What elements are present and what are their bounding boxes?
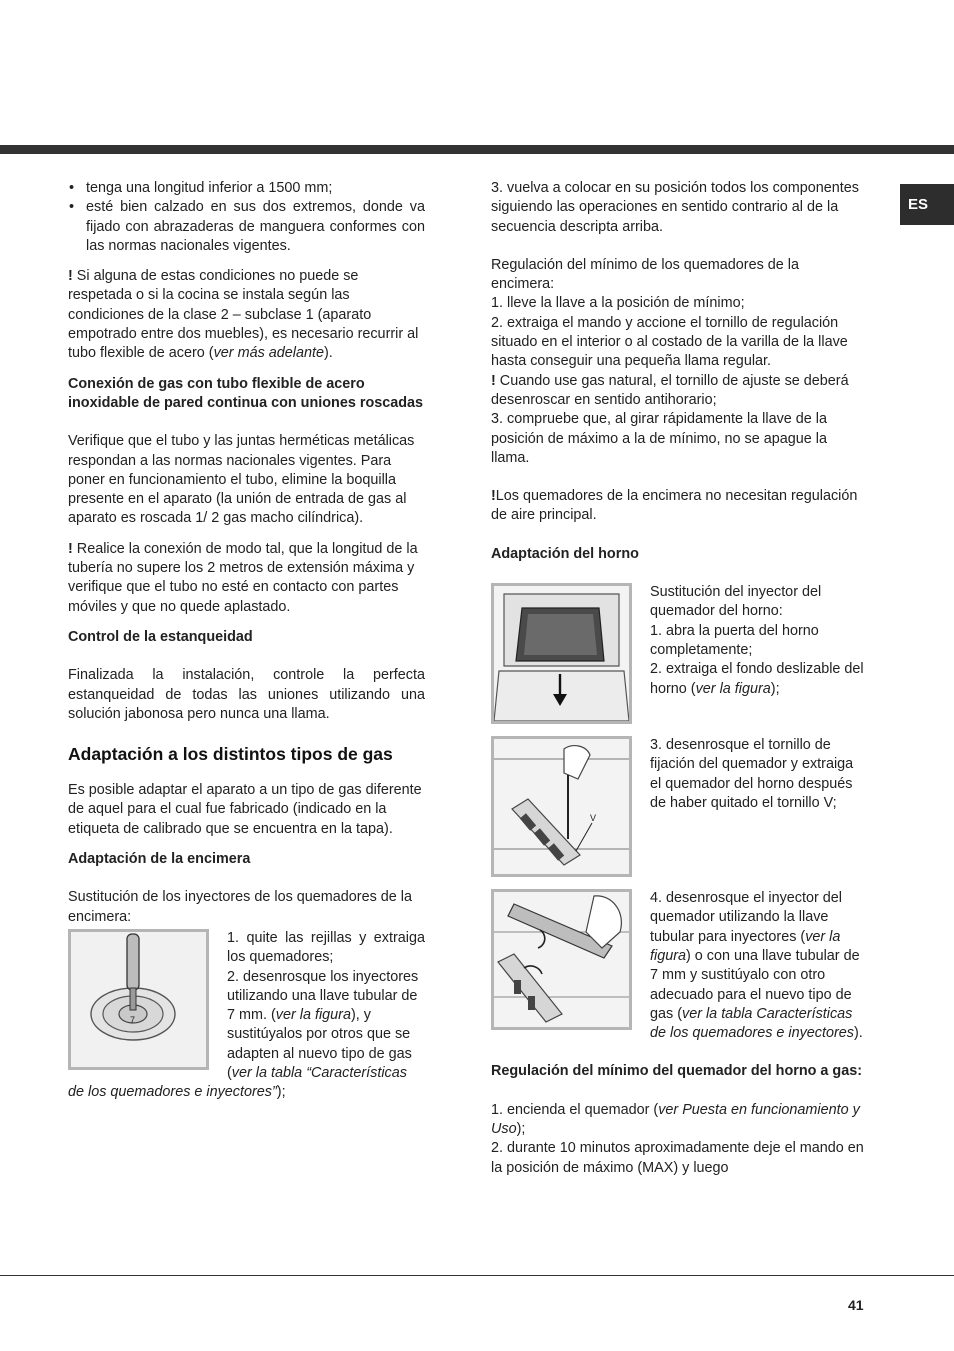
step-paragraph: 1. abra la puerta del horno completamente; (650, 622, 819, 658)
step-paragraph: 3. desenrosque el tornillo de fijación del quemador y extraiga el quemador del horno después de haber quitado el tornillo V; (650, 737, 854, 811)
paragraph: Es posible adaptar el aparato a un tipo de gas diferente de aquel para el cual fue fabricado (indicado en la etiqueta de calibrado que se encuentra en la tapa). (68, 782, 422, 837)
burner-screw-figure (491, 736, 632, 877)
oven-step-2 (491, 736, 866, 881)
cross-reference: ver Puesta en funcionamiento y Uso (491, 1101, 860, 1138)
paragraph: Sustitución del inyector del quemador del horno: (650, 584, 822, 620)
cross-reference: ver la figura (275, 1007, 351, 1024)
section-title: Adaptación a los distintos tipos de gas (68, 744, 393, 765)
step-paragraph: 4. desenrosque el inyector del quemador utilizando la llave tubular para inyectores (ver la figura) o con una llave tubular de 7 mm y sustitúyalo con otro adecuado para el nuevo tipo de gas (ver la tabla Características de los quemadores e inyectores). (650, 890, 863, 1042)
oven-step-3 (491, 889, 866, 1043)
step-paragraph: 2. durante 10 minutos aproximadamente deje el mando en la posición de máximo (MAX) y luego (491, 1140, 864, 1176)
burner-injector-figure (68, 929, 209, 1070)
warning-mark: ! (491, 488, 496, 505)
oven-step-1 (491, 583, 866, 728)
paragraph: Finalizada la instalación, controle la perfecta estanqueidad de todas las uniones utilizando una solución jabonosa pero nunca una llama. (68, 667, 425, 722)
injector-wrench-figure (491, 889, 632, 1030)
cross-reference: ver más adelante (213, 345, 324, 362)
tubular-wrench-illustration (494, 892, 629, 1027)
warning-mark: ! (68, 268, 73, 285)
oven-bottom-figure (491, 583, 632, 724)
step-paragraph: 2. extraiga el mando y accione el tornillo de regulación situado en el interior o al costado de la varilla de la llave hasta conseguir una pequeña llama regular. (491, 314, 848, 370)
list-item: • esté bien calzado en sus dos extremos, donde va fijado con abrazaderas de manguera conformes con las normas nacionales vigentes. (68, 198, 425, 256)
paragraph: Regulación del mínimo de los quemadores de la encimera: (491, 256, 799, 293)
right-column (491, 179, 866, 1178)
nozzle-size-label: 7 (130, 1014, 136, 1025)
warning-paragraph: !Los quemadores de la encimera no necesitan regulación de aire principal. (491, 488, 858, 524)
section-heading: Control de la estanqueidad (68, 628, 253, 645)
page-number: 41 (848, 1297, 864, 1313)
language-badge: ES (900, 184, 954, 225)
requirements-list (68, 179, 425, 256)
section-heading: Regulación del mínimo del quemador del horno a gas: (491, 1063, 863, 1080)
cross-reference: ver la tabla Características de los quemadores e inyectores (650, 1005, 854, 1042)
burner-wrench-illustration (71, 932, 206, 1067)
burner-injector-block (68, 929, 425, 1103)
section-heading: Adaptación del horno (491, 545, 639, 562)
step-paragraph: 3. vuelva a colocar en su posición todos los componentes siguiendo las operaciones en sentido contrario al de la secuencia descripta arriba. (491, 180, 859, 235)
paragraph: Verifique que el tubo y las juntas herméticas metálicas respondan a las normas nacionales vigentes. Para poner en funcionamiento el tubo, elimine la boquilla presente en el aparato (la unión de entrada de gas al aparato es roscada 1/ 2 gas macho cilíndrica). (68, 433, 415, 527)
section-heading: Adaptación de la encimera (68, 851, 251, 868)
cross-reference: ver la figura (650, 928, 841, 964)
step-paragraph: 1. lleve la llave a la posición de mínimo; (491, 295, 745, 312)
step-paragraph: 1. encienda el quemador (ver Puesta en funcionamiento y Uso); (491, 1101, 860, 1138)
list-item: • tenga una longitud inferior a 1500 mm; (68, 179, 425, 198)
footer-rule (0, 1275, 954, 1276)
warning-paragraph: ! Realice la conexión de modo tal, que la longitud de la tubería no supere los 2 metros de extensión máxima y verifique que el tubo no esté en contacto con partes móviles y que no quede aplastado. (68, 540, 418, 615)
warning-paragraph: ! Si alguna de estas condiciones no puede se respetada o si la cocina se instala según las condiciones de la clase 2 – subclase 1 (aparato empotrado entre dos muebles), es necesario recurrir al tubo flexible de acero (ver más adelante). (68, 268, 419, 362)
paragraph: Sustitución de los inyectores de los quemadores de la encimera: (68, 889, 412, 925)
section-heading: Conexión de gas con tubo flexible de acero inoxidable de pared continua con uniones roscadas (68, 375, 424, 411)
cross-reference: ver la figura (695, 680, 771, 697)
screwdriver-illustration (494, 739, 629, 874)
oven-drawer-illustration (494, 586, 629, 721)
left-column (68, 179, 425, 1103)
warning-mark: ! (68, 540, 73, 557)
warning-paragraph: ! Cuando use gas natural, el tornillo de ajuste se deberá desenroscar en sentido antihorario; (491, 372, 849, 408)
step-paragraph: 1. quite las rejillas y extraiga los quemadores; (227, 929, 425, 966)
step-paragraph: 2. desenrosque los inyectores utilizando una llave tubular de 7 mm. (ver la figura), y sustitúyalos por otros que se adapten al nuevo tipo de gas (ver la tabla “Características de los quemadores e inyectores”); (68, 968, 419, 1101)
step-paragraph: 3. compruebe que, al girar rápidamente la llave de la posición de máximo a la de mínimo, no se apague la llama. (491, 411, 827, 466)
step-paragraph: 2. extraiga el fondo deslizable del horno (ver la figura); (650, 661, 864, 697)
cross-reference: ver la tabla “Características de los quemadores e inyectores” (68, 1064, 407, 1101)
screw-v-label: V (590, 813, 597, 824)
oven-step-2-text (650, 736, 866, 881)
warning-mark: ! (491, 372, 496, 389)
oven-step-1-text (650, 583, 866, 728)
header-bar (0, 145, 954, 154)
